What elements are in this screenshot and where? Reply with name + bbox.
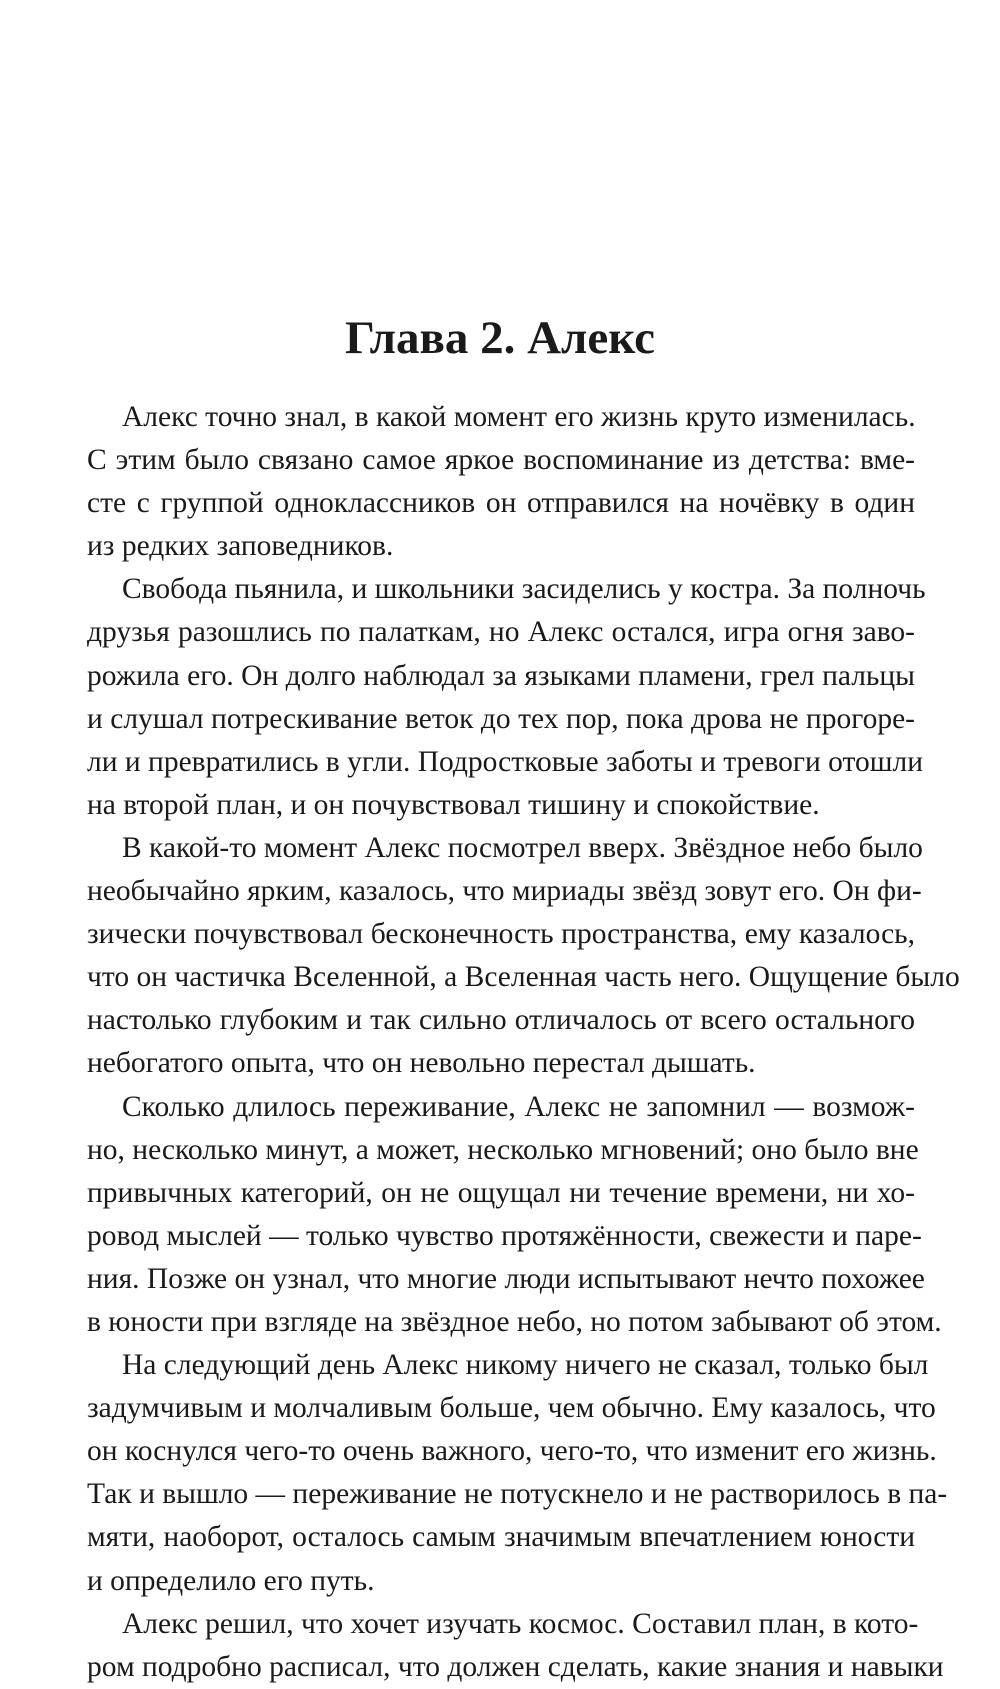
text-line: мяти, наоборот, осталось самым значимым впечатлением юности bbox=[87, 1521, 915, 1554]
text-line: На следующий день Алекс никому ничего не сказал, только был bbox=[122, 1349, 929, 1382]
text-line: небогатого опыта, что он невольно перестал дышать. bbox=[87, 1047, 756, 1080]
text-line: сте с группой одноклассников он отправился на ночёвку в один bbox=[87, 487, 915, 520]
text-line: Сколько длилось переживание, Алекс не запомнил — возмож- bbox=[122, 1090, 915, 1123]
text-line: задумчивым и молчаливым больше, чем обычно. Ему казалось, что bbox=[87, 1392, 936, 1425]
paragraph-4 bbox=[87, 1086, 942, 1345]
text-line: Алекс решил, что хочет изучать космос. Составил план, в кото- bbox=[122, 1607, 919, 1640]
paragraph-6 bbox=[87, 1603, 944, 1689]
text-line: и определило его путь. bbox=[87, 1564, 375, 1597]
text-line: ния. Позже он узнал, что многие люди испытывают нечто похожее bbox=[87, 1262, 925, 1295]
text-line: необычайно ярким, казалось, что мириады звёзд зовут его. Он фи- bbox=[87, 875, 922, 908]
text-line: привычных категорий, он не ощущал ни течение времени, ни хо- bbox=[87, 1176, 915, 1209]
text-line: С этим было связано самое яркое воспоминание из детства: вме- bbox=[87, 444, 915, 477]
paragraph-3 bbox=[87, 827, 960, 1086]
paragraph-1 bbox=[87, 396, 915, 568]
text-line: он коснулся чего-то очень важного, чего-то, что изменит его жизнь. bbox=[87, 1435, 937, 1468]
text-line: друзья разошлись по палаткам, но Алекс остался, игра огня заво- bbox=[87, 616, 915, 649]
text-line: ровод мыслей — только чувство протяжённости, свежести и паре- bbox=[87, 1219, 922, 1252]
text-line: зически почувствовал бесконечность пространства, ему казалось, bbox=[87, 918, 915, 951]
text-line: настолько глубоким и так сильно отличалось от всего остального bbox=[87, 1004, 915, 1037]
text-line: на второй план, и он почувствовал тишину и спокойствие. bbox=[87, 788, 820, 821]
text-line: но, несколько минут, а может, несколько мгновений; оно было вне bbox=[87, 1133, 919, 1166]
paragraph-2 bbox=[87, 568, 926, 827]
text-line: рожила его. Он долго наблюдал за языками пламени, грел пальцы bbox=[87, 659, 915, 692]
chapter-title: Глава 2. Алекс bbox=[344, 312, 656, 364]
text-line: в юности при взгляде на звёздное небо, но потом забывают об этом. bbox=[87, 1305, 942, 1338]
text-line: что он частичка Вселенной, а Вселенная часть него. Ощущение было bbox=[87, 961, 960, 994]
text-line: ром подробно расписал, что должен сделать, какие знания и навыки bbox=[87, 1650, 944, 1683]
text-line: В какой-то момент Алекс посмотрел вверх. Звёздное небо было bbox=[122, 831, 923, 864]
paragraph-5 bbox=[87, 1344, 948, 1603]
text-line: ли и превратились в угли. Подростковые заботы и тревоги отошли bbox=[87, 745, 923, 778]
text-line: Так и вышло — переживание не потускнело и не растворилось в па- bbox=[87, 1478, 948, 1511]
text-line: Алекс точно знал, в какой момент его жизнь круто изменилась. bbox=[122, 401, 916, 433]
chapter-body bbox=[87, 396, 960, 1689]
text-line: из редких заповедников. bbox=[87, 530, 394, 563]
text-line: Свобода пьянила, и школьники засиделись у костра. За полночь bbox=[122, 573, 926, 606]
text-line: и слушал потрескивание веток до тех пор, пока дрова не прогоре- bbox=[87, 702, 915, 735]
